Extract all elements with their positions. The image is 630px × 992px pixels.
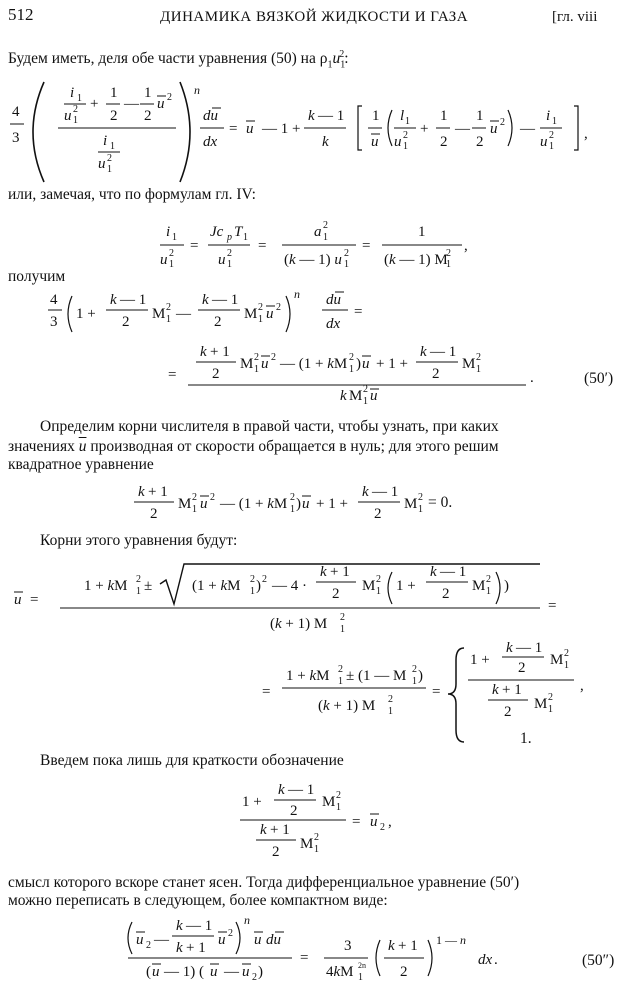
svg-text:1: 1 [476,364,481,375]
svg-text:i: i [70,85,75,101]
svg-text:): ) [418,668,423,684]
svg-text:1: 1 [344,259,349,270]
svg-text:): ) [256,578,261,594]
svg-text:u: u [302,496,310,512]
svg-text:.: . [530,370,534,386]
svg-text:1: 1 [552,116,557,127]
svg-text:k: k [110,292,117,308]
svg-text:1: 1 [412,676,417,687]
svg-text:1: 1 [110,141,115,152]
svg-text:2: 2 [336,790,341,801]
paragraph-1-tail: : [344,50,349,68]
svg-text:u: u [64,108,72,124]
svg-text:=: = [30,592,39,608]
p4-l2-end: производная от скорости обращается в нуль; для этого решим [86,438,499,455]
svg-text:u: u [246,121,254,137]
svg-text:u: u [152,964,160,980]
paragraph-4-line-1: Определим корни числителя в правой части, чтобы узнать, при каких [40,418,499,435]
svg-text:(: ( [146,964,151,980]
svg-text:=: = [229,121,238,137]
svg-text:u: u [490,121,498,137]
svg-text:1: 1 [363,396,368,407]
svg-text:M: M [349,388,363,404]
svg-text:1 + kM: 1 + kM [84,578,128,594]
svg-text:u: u [370,814,378,830]
svg-text:2: 2 [136,574,141,585]
svg-text:k: k [176,940,183,956]
svg-text:k: k [388,938,395,954]
svg-text:1: 1 [227,259,232,270]
svg-text:1: 1 [290,504,295,515]
paragraph-4-line-2: значениях $\overline{u}$ производная от скорости обращается в нуль; для этого решим [8,438,499,455]
svg-text:2: 2 [122,314,130,330]
svg-text:1: 1 [338,676,343,687]
svg-text:k: k [138,484,145,500]
svg-text:u: u [157,96,165,112]
svg-text:2: 2 [262,574,267,585]
svg-text:1: 1 [549,141,554,152]
paragraph-7-line-2: можно переписать в следующем, более компактном виде: [8,892,388,909]
svg-text:a: a [314,224,322,240]
svg-text:2: 2 [228,928,233,939]
svg-text:T: T [234,224,243,240]
svg-text:— 1: — 1 [430,344,457,360]
svg-text:2: 2 [258,302,263,313]
svg-text:4: 4 [50,292,58,308]
svg-text:du: du [266,932,281,948]
paragraph-4-line-3: квадратное уравнение [8,456,154,473]
svg-text:2: 2 [166,302,171,313]
svg-text:2: 2 [250,574,255,585]
svg-text:2: 2 [290,803,298,819]
svg-text:dx: dx [478,952,493,968]
svg-text:=: = [352,814,361,830]
svg-text:1: 1 [243,232,248,243]
svg-text:k: k [322,134,329,150]
svg-text:1: 1 [440,108,448,124]
svg-text:1: 1 [323,232,328,243]
svg-text:u: u [160,252,168,268]
quadratic-equals-zero: = 0. [428,494,453,511]
svg-text:2: 2 [290,492,295,503]
svg-text:2: 2 [380,822,385,833]
svg-text:+ 1 +: + 1 + [316,496,348,512]
svg-text:2: 2 [227,248,232,259]
svg-text:(k — 1) u: (k — 1) u [284,252,342,268]
svg-text:1: 1 [258,314,263,325]
svg-text:u: u [362,356,370,372]
svg-text:): ) [296,496,301,512]
svg-text:2: 2 [323,220,328,231]
svg-text:2: 2 [432,366,440,382]
chapter-label: [гл. viii [552,9,598,25]
svg-text:u: u [210,964,218,980]
svg-text:1: 1 [446,259,451,270]
svg-text:M: M [550,652,564,668]
svg-text:2: 2 [446,248,451,259]
svg-text:—: — [455,121,470,137]
svg-text:1: 1 [340,624,345,635]
svg-text:2: 2 [363,384,368,395]
svg-text:1: 1 [376,586,381,597]
svg-text:2: 2 [210,492,215,503]
svg-text:2: 2 [548,692,553,703]
svg-text:=: = [258,238,267,254]
svg-text:u: u [218,932,226,948]
svg-text:M: M [362,578,376,594]
svg-text:1: 1 [314,844,319,855]
svg-text:,: , [464,238,468,254]
svg-text:4kM: 4kM [326,964,354,980]
svg-text:u: u [266,306,274,322]
svg-text:2: 2 [388,694,393,705]
p4-l2-start: значениях [8,438,79,455]
svg-text:M: M [152,306,166,322]
svg-text:2: 2 [271,352,276,363]
svg-text:Jc: Jc [210,224,224,240]
svg-text:n: n [194,83,200,97]
svg-text:(1 + kM: (1 + kM [192,578,241,594]
svg-text:k: k [176,918,183,934]
svg-text:k: k [308,108,315,124]
svg-text:1 + kM: 1 + kM [286,668,330,684]
svg-text:2: 2 [403,130,408,141]
svg-text:=: = [262,684,271,700]
svg-text:M: M [462,356,476,372]
svg-text:=: = [354,304,363,320]
svg-text:1: 1 [358,972,363,983]
svg-text:u: u [371,134,379,150]
svg-text:— 1: — 1 [440,564,467,580]
svg-text:2: 2 [376,574,381,585]
svg-text:2: 2 [518,660,526,676]
svg-text:— 1: — 1 [212,292,239,308]
svg-text:+ 1: + 1 [148,484,168,500]
svg-text:M: M [178,496,192,512]
svg-text:M: M [244,306,258,322]
svg-text:—: — [176,306,191,322]
svg-text:±: ± [144,578,153,594]
running-title: ДИНАМИКА ВЯЗКОЙ ЖИДКОСТИ И ГАЗА [160,9,469,25]
svg-text:2: 2 [169,248,174,259]
svg-text:+ 1: + 1 [502,682,522,698]
svg-text:1 +: 1 + [242,794,262,810]
svg-text:k: k [202,292,209,308]
svg-text:+ 1 +: + 1 + [376,356,408,372]
svg-text:M: M [472,578,486,594]
svg-text:k: k [420,344,427,360]
svg-text:): ) [258,964,263,980]
svg-text:M: M [300,836,314,852]
svg-text:k: k [278,782,285,798]
svg-text:1: 1 [388,706,393,717]
svg-text:2: 2 [144,108,152,124]
paragraph-2: или, замечая, что по формулам гл. IV: [8,186,256,203]
svg-text:=: = [548,598,557,614]
svg-text:— 1: — 1 [372,484,399,500]
svg-text:1: 1 [166,314,171,325]
svg-text:=: = [432,684,441,700]
svg-text:1: 1 [372,108,380,124]
svg-text:): ) [356,356,361,372]
svg-text:(k + 1) M: (k + 1) M [270,616,328,632]
svg-text:k: k [340,388,347,404]
svg-text:u: u [218,252,226,268]
svg-text:— 1: — 1 [318,108,345,124]
svg-text:+: + [90,96,99,112]
svg-text:du: du [326,292,341,308]
svg-text:—: — [224,964,239,980]
svg-text:— 1 +: — 1 + [262,121,301,137]
svg-text:+ 1: + 1 [210,344,230,360]
svg-text:3: 3 [12,130,20,146]
svg-text:—: — [124,96,139,112]
svg-text:u: u [200,496,208,512]
svg-text:2: 2 [167,92,172,103]
svg-text:,: , [388,814,392,830]
svg-text:2: 2 [400,964,408,980]
svg-text:1: 1 [110,85,118,101]
svg-text:du: du [203,108,218,124]
svg-text:2: 2 [440,134,448,150]
svg-text:1: 1 [564,660,569,671]
svg-text:2: 2 [212,366,220,382]
svg-text:— (1 + kM: — (1 + kM [220,496,288,512]
svg-text:2: 2 [340,612,345,623]
svg-text:1: 1 [336,802,341,813]
svg-text:3: 3 [344,938,352,954]
svg-text:1 — n: 1 — n [436,933,466,947]
svg-text:1: 1 [403,141,408,152]
svg-text:,: , [584,126,588,142]
svg-text:2: 2 [476,134,484,150]
svg-text:2: 2 [192,492,197,503]
svg-text:2: 2 [374,506,382,522]
svg-text:+ 1: + 1 [330,564,350,580]
svg-text:— 4 ·: — 4 · [272,578,307,594]
svg-text:2: 2 [418,492,423,503]
svg-text:1: 1 [107,164,112,175]
svg-text:u: u [136,932,144,948]
svg-text:1 +: 1 + [76,306,96,322]
page-number: 512 [8,5,34,24]
svg-text:=: = [168,367,177,383]
svg-text:+ 1: + 1 [398,938,418,954]
svg-text:2: 2 [486,574,491,585]
svg-text:=: = [362,238,371,254]
svg-text:1: 1 [548,704,553,715]
svg-text:2: 2 [476,352,481,363]
paragraph-3: получим [8,268,66,285]
svg-text:2: 2 [272,844,280,860]
svg-text:M: M [322,794,336,810]
svg-text:M: M [240,356,254,372]
svg-text:1: 1 [192,504,197,515]
svg-text:2n: 2n [358,961,366,970]
svg-text:1: 1 [77,93,82,104]
svg-text:2: 2 [442,586,450,602]
svg-text:M: M [404,496,418,512]
svg-text:2: 2 [344,248,349,259]
svg-text:2: 2 [107,153,112,164]
svg-text:+: + [420,121,429,137]
svg-text:— 1: — 1 [120,292,147,308]
svg-text:+ 1: + 1 [186,940,206,956]
equation-tag-50-prime: (50′) [584,370,614,387]
svg-text:k: k [430,564,437,580]
svg-text:—: — [520,121,535,137]
svg-text:2: 2 [314,832,319,843]
svg-text:u: u [242,964,250,980]
svg-text:2: 2 [412,664,417,675]
svg-text:1: 1 [254,364,259,375]
svg-text:4: 4 [12,104,20,120]
svg-text:u: u [394,134,402,150]
svg-text:2: 2 [500,117,505,128]
svg-text:1: 1 [250,586,255,597]
svg-text:=: = [300,950,309,966]
svg-text:dx: dx [203,134,218,150]
paragraph-1: Будем иметь, деля обе части уравнения (50) на $\rho_1u_1^2$: [8,49,349,71]
svg-text:1: 1 [144,85,152,101]
svg-text:1: 1 [418,504,423,515]
svg-text:— (1 + kM: — (1 + kM [280,356,348,372]
root-one: 1. [520,730,532,747]
svg-text:1: 1 [476,108,484,124]
paragraph-1-text: Будем иметь, деля обе части уравнения (50) на ρ [8,50,328,68]
svg-text:— 1) (: — 1) ( [164,964,204,980]
svg-text:2: 2 [549,130,554,141]
svg-text:(k — 1) M: (k — 1) M [384,252,448,268]
svg-text:l: l [400,108,405,124]
svg-text:dx: dx [326,316,341,332]
svg-text:u: u [254,932,262,948]
svg-text:=: = [190,238,199,254]
svg-text:— 1: — 1 [516,640,543,656]
svg-text:): ) [504,578,509,594]
svg-text:k: k [260,822,267,838]
svg-text:—: — [154,932,169,948]
svg-text:1: 1 [172,232,177,243]
svg-text:1 +: 1 + [396,578,416,594]
svg-text:3: 3 [50,314,58,330]
svg-text:1: 1 [486,586,491,597]
svg-text:(k + 1) M: (k + 1) M [318,698,376,714]
svg-text:k: k [506,640,513,656]
paragraph-6: Введем пока лишь для краткости обозначение [40,752,344,769]
svg-text:.: . [494,952,498,968]
equation-tag-50-double-prime: (50″) [582,952,615,969]
svg-text:u: u [370,388,378,404]
svg-text:2: 2 [73,104,78,115]
svg-text:k: k [492,682,499,698]
svg-text:2: 2 [338,664,343,675]
svg-text:2: 2 [276,302,281,313]
svg-text:u: u [261,356,269,372]
svg-text:i: i [166,224,171,240]
svg-text:u: u [14,592,22,608]
svg-text:2: 2 [504,704,512,720]
svg-text:— 1: — 1 [288,782,315,798]
svg-text:1: 1 [418,224,426,240]
svg-text:k: k [320,564,327,580]
svg-text:1: 1 [349,364,354,375]
svg-text:u: u [98,156,106,172]
svg-text:n: n [294,287,300,301]
svg-text:2: 2 [332,586,340,602]
svg-text:2: 2 [254,352,259,363]
svg-text:n: n [244,913,250,927]
svg-text:i: i [546,108,551,124]
svg-text:k: k [200,344,207,360]
svg-text:1 +: 1 + [470,652,490,668]
svg-text:2: 2 [150,506,158,522]
svg-text:1: 1 [136,586,141,597]
svg-text:,: , [580,678,584,694]
svg-text:M: M [534,696,548,712]
svg-text:1: 1 [169,259,174,270]
svg-text:2: 2 [214,314,222,330]
svg-text:k: k [362,484,369,500]
svg-text:2: 2 [110,108,118,124]
svg-text:2: 2 [349,352,354,363]
svg-text:+ 1: + 1 [270,822,290,838]
paragraph-5: Корни этого уравнения будут: [40,532,238,549]
svg-text:2: 2 [252,972,257,983]
svg-text:± (1 — M: ± (1 — M [346,668,407,684]
svg-text:1: 1 [73,115,78,126]
svg-text:p: p [227,232,232,243]
svg-text:2: 2 [564,648,569,659]
svg-text:1: 1 [405,116,410,127]
paragraph-7-line-1: смысл которого вскоре станет ясен. Тогда дифференциальное уравнение (50′) [8,874,520,891]
svg-text:— 1: — 1 [186,918,213,934]
svg-text:2: 2 [146,940,151,951]
svg-text:i: i [103,133,108,149]
svg-text:u: u [540,134,548,150]
